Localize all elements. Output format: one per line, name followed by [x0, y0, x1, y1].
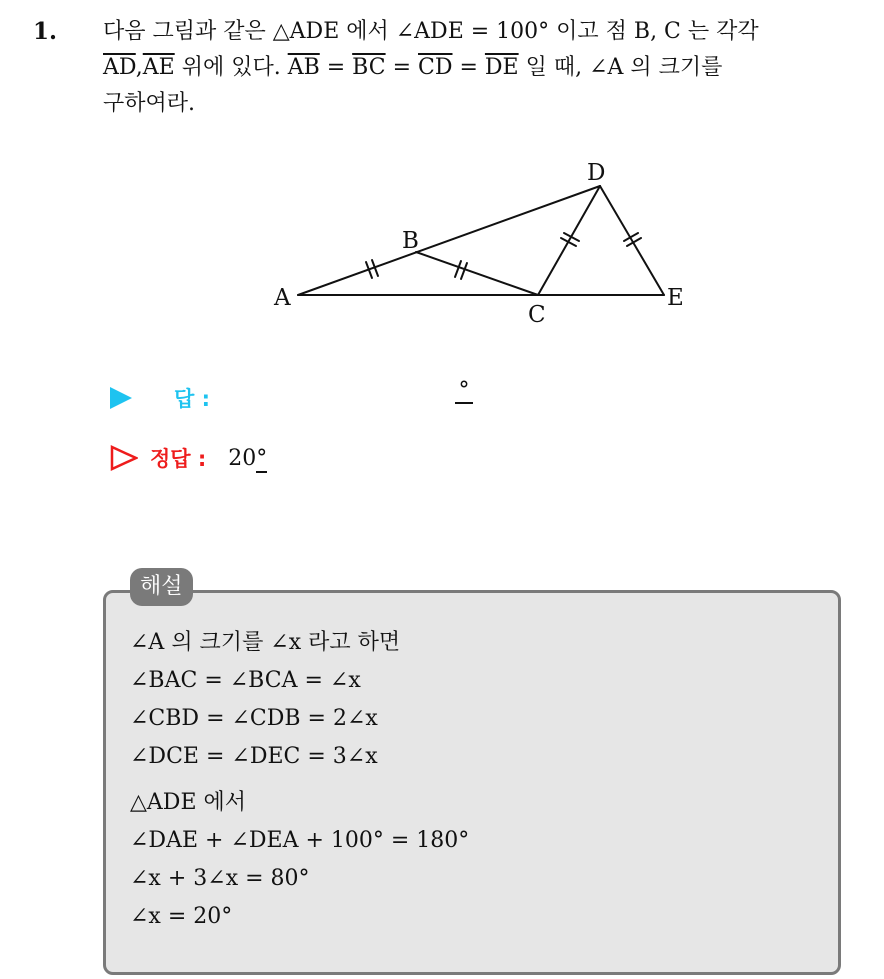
problem-line-3: 구하여라. — [103, 91, 196, 116]
correct-answer-value — [228, 446, 267, 471]
segment-line-cd — [538, 186, 600, 295]
triangle-figure — [0, 0, 884, 340]
explanation-line-7: ∠x + 3∠x = 80° — [130, 866, 310, 891]
label-e: E — [667, 285, 684, 311]
answer-blank[interactable]: ° — [455, 380, 473, 404]
problem-line-2-tail: 일 때, ∠A 의 크기를 — [518, 55, 723, 80]
segment-line-bc — [416, 252, 538, 295]
correct-answer-unit: ° — [256, 445, 268, 471]
label-a: A — [274, 285, 291, 311]
problem-number: 1. — [33, 18, 58, 45]
explanation-line-6: ∠DAE + ∠DEA + 100° = 180° — [130, 828, 470, 853]
answer-row — [110, 378, 470, 416]
outline-arrow-icon — [110, 445, 138, 471]
segment-de: $\overline{DE}$ — [484, 55, 519, 80]
label-c: C — [528, 302, 546, 328]
correct-answer-label: 정답 : — [150, 447, 207, 471]
problem-line-2-mid: 위에 있다. — [174, 55, 288, 80]
label-b: B — [402, 228, 419, 254]
explanation-content — [130, 624, 469, 936]
segment-cd: $\overline{CD}$ — [418, 55, 453, 80]
equals-1: = — [319, 55, 353, 80]
explanation-line-5: △ADE 에서 — [130, 790, 247, 815]
explanation-line-3: ∠CBD = ∠CDB = 2∠x — [130, 706, 378, 731]
equals-3: = — [452, 55, 485, 80]
segment-line-de — [600, 186, 664, 295]
segment-ab: $\overline{AB}$ — [287, 55, 320, 80]
label-d: D — [587, 160, 606, 186]
explanation-tag: 해설 — [130, 568, 193, 606]
segment-separator: , — [135, 55, 143, 80]
explanation-line-4: ∠DCE = ∠DEC = 3∠x — [130, 744, 378, 769]
segment-line-ad — [298, 186, 600, 295]
explanation-line-1: ∠A 의 크기를 ∠x 라고 하면 — [130, 630, 401, 655]
segment-ad: $\overline{AD}$ — [103, 55, 136, 80]
play-arrow-icon — [110, 387, 132, 409]
correct-answer-row — [110, 440, 267, 476]
tick-marks-bc — [455, 261, 467, 279]
segment-bc: $\overline{BC}$ — [352, 55, 386, 80]
segment-ae: $\overline{AE}$ — [142, 55, 175, 80]
explanation-line-2: ∠BAC = ∠BCA = ∠x — [130, 668, 361, 693]
explanation-line-8: ∠x = 20° — [130, 904, 233, 929]
problem-line-1: 다음 그림과 같은 △ADE 에서 ∠ADE = 100° 이고 점 B, C 는 각각 — [103, 19, 759, 44]
equals-2: = — [385, 55, 419, 80]
answer-label: 답 : — [174, 387, 210, 411]
correct-answer-number: 20 — [228, 445, 257, 471]
